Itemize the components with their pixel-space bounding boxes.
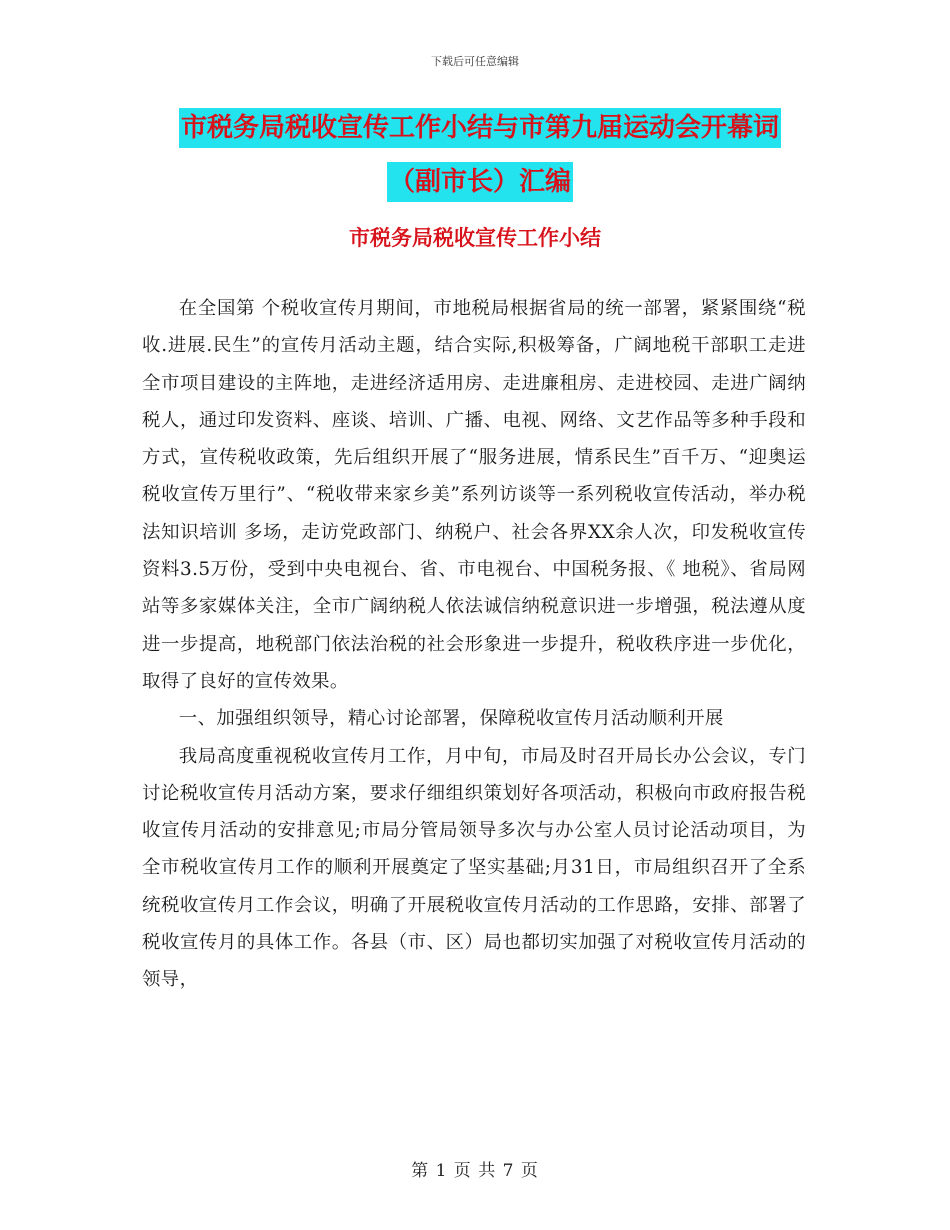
body-text — [142, 290, 806, 999]
title-line-2: （副市长）汇编 — [387, 162, 573, 202]
document-title — [150, 108, 810, 202]
title-line-1: 市税务局税收宣传工作小结与市第九届运动会开幕词 — [179, 108, 781, 148]
header-note: 下载后可任意编辑 — [431, 55, 519, 68]
paragraph-body-1: 我局高度重视税收宣传月工作，月中旬，市局及时召开局长办公会议，专门讨论税收宣传月活动方案，要求仔细组织策划好各项活动，积极向市政府报告税收宣传月活动的安排意见;市局分管局领导多次与办公室人员讨论活动项目，为全市税收宣传月工作的顺利开展奠定了坚实基础;月31日，市局组织召开了全系统税收宣传月工作会议，明确了开展税收宣传月活动的工作思路，安排、部署了税收宣传月的具体工作。各县（市、区）局也都切实加强了对税收宣传月活动的领导， — [142, 745, 806, 991]
paragraph-heading-1: 一、加强组织领导，精心讨论部署，保障税收宣传月活动顺利开展 — [178, 708, 724, 730]
paragraph-intro: 在全国第 个税收宣传月期间，市地税局根据省局的统一部署，紧紧围绕“税收.进展.民生”的宣传月活动主题，结合实际,积极筹备，广阔地税干部职工走进全市项目建设的主阵地，走进经济适用房、走进廉租房、走进校园、走进广阔纳税人，通过印发资料、座谈、培训、广播、电视、网络、文艺作品等多种手段和方式，宣传税收政策，先后组织开展了“服务进展，情系民生”百千万、“迎奥运税收宣传万里行”、“税收带来家乡美”系列访谈等一系列税收宣传活动，举办税法知识培训 多场，走访党政部门、纳税户、社会各界XX余人次，印发税收宣传资料3.5万份，受到中央电视台、省、市电视台、中国税务报、《 地税》、省局网站等多家媒体关注，全市广阔纳税人依法诚信纳税意识进一步增强，税法遵从度进一步提高，地税部门依法治税的社会形象进一步提升，税收秩序进一步优化，取得了良好的宣传效果。 — [142, 298, 806, 692]
section-title: 市税务局税收宣传工作小结 — [349, 225, 601, 250]
page-footer: 第 1 页 共 7 页 — [411, 1161, 539, 1181]
